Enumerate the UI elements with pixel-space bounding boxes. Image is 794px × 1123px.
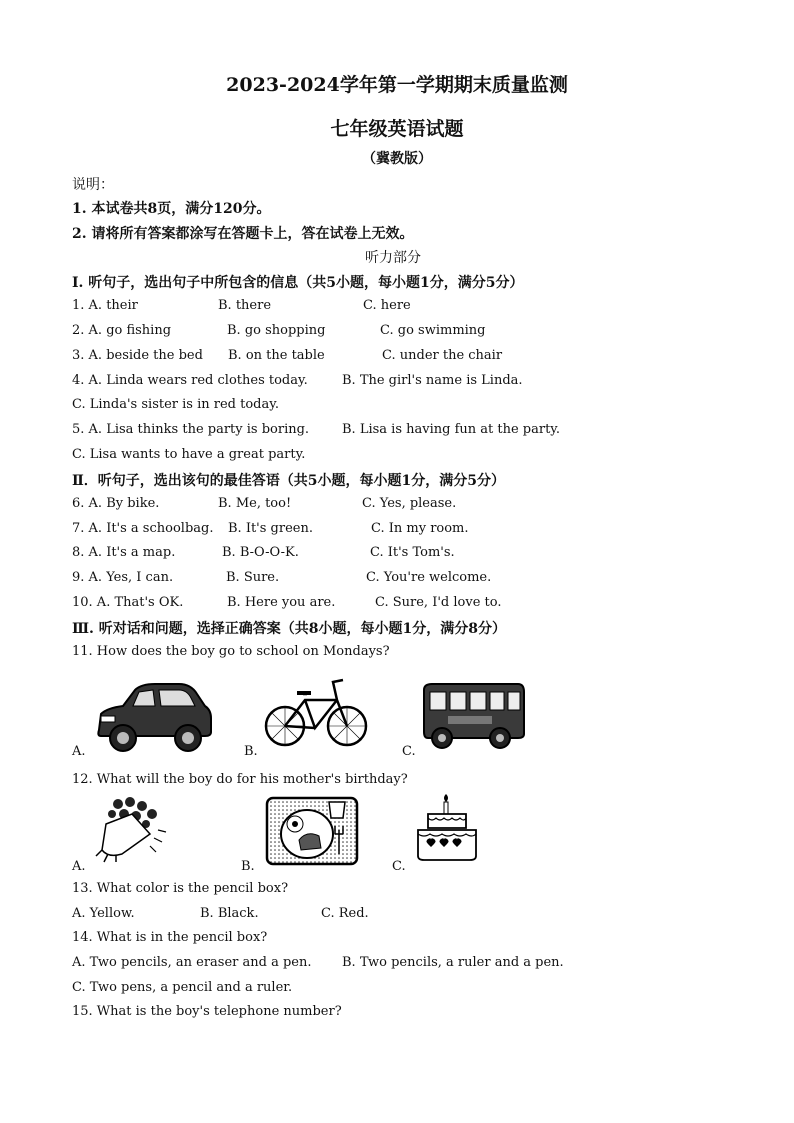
q15-question: 15. What is the boy's telephone number? [72,1004,342,1019]
note-1: 1. 本试卷共8页，满分120分。 [72,201,271,217]
q4-option-b: B. The girl's name is Linda. [342,373,523,388]
section-3-heading: Ⅲ. 听对话和问题，选择正确答案（共8小题，每小题1分，满分8分） [72,621,507,637]
q2-option-a: 2. A. go fishing [72,323,172,338]
q5-option-a: 5. A. Lisa thinks the party is boring. [72,422,310,437]
meal-icon [265,796,359,866]
edition-label: （冀教版） [362,151,432,167]
q10-option-c: C. Sure, I'd love to. [375,595,502,610]
q5-option-b: B. Lisa is having fun at the party. [342,422,561,437]
q1-option-b: B. there [218,298,272,313]
q3-option-b: B. on the table [228,348,325,363]
page-title: 2023-2024学年第一学期期末质量监测 [226,74,568,96]
q14-option-a: A. Two pencils, an eraser and a pen. [72,955,312,970]
q13-option-a: A. Yellow. [72,906,135,921]
q7-option-b: B. It's green. [228,521,313,536]
q14-question: 14. What is in the pencil box? [72,930,268,945]
q3-option-c: C. under the chair [382,348,503,363]
page-subtitle: 七年级英语试题 [330,118,464,140]
flowers-icon [92,794,172,864]
q1-option-a: 1. A. their [72,298,138,313]
section-2-heading: Ⅱ．听句子，选出该句的最佳答语（共5小题，每小题1分，满分5分） [72,473,506,489]
q7-option-c: C. In my room. [371,521,469,536]
q11-label-a: A. [72,744,86,759]
q6-option-a: 6. A. By bike. [72,496,160,511]
q14-option-b: B. Two pencils, a ruler and a pen. [342,955,564,970]
car-icon [93,678,215,754]
q11-question: 11. How does the boy go to school on Mondays? [72,644,390,659]
q2-option-c: C. go swimming [380,323,486,338]
q7-option-a: 7. A. It's a schoolbag. [72,521,214,536]
notes-label: 说明： [72,177,114,193]
q14-option-c: C. Two pens, a pencil and a ruler. [72,980,293,995]
q6-option-c: C. Yes, please. [362,496,457,511]
q8-option-b: B. B-O-O-K. [222,545,299,560]
part-label: 听力部分 [365,250,421,266]
q11-label-b: B. [244,744,258,759]
q10-option-b: B. Here you are. [227,595,336,610]
q10-option-a: 10. A. That's OK. [72,595,184,610]
q9-option-c: C. You're welcome. [366,570,492,585]
bus-icon [420,680,528,750]
q5-option-c: C. Lisa wants to have a great party. [72,447,306,462]
q4-option-c: C. Linda's sister is in red today. [72,397,279,412]
q11-label-c: C. [402,744,416,759]
q6-option-b: B. Me, too! [218,496,292,511]
section-1-heading: I. 听句子，选出句子中所包含的信息（共5小题，每小题1分，满分5分） [72,275,524,291]
q12-label-a: A. [72,859,86,874]
q8-option-a: 8. A. It's a map. [72,545,176,560]
q13-question: 13. What color is the pencil box? [72,881,289,896]
cake-icon [414,794,482,866]
q12-question: 12. What will the boy do for his mother's birthday? [72,772,408,787]
q1-option-c: C. here [363,298,411,313]
q4-option-a: 4. A. Linda wears red clothes today. [72,373,308,388]
q12-label-b: B. [241,859,255,874]
q9-option-b: B. Sure. [226,570,280,585]
q12-label-c: C. [392,859,406,874]
note-2: 2. 请将所有答案都涂写在答题卡上，答在试卷上无效。 [72,226,414,242]
q3-option-a: 3. A. beside the bed [72,348,203,363]
q2-option-b: B. go shopping [227,323,326,338]
q13-option-b: B. Black. [200,906,259,921]
bicycle-icon [263,676,369,750]
q9-option-a: 9. A. Yes, I can. [72,570,174,585]
q13-option-c: C. Red. [321,906,369,921]
q8-option-c: C. It's Tom's. [370,545,455,560]
